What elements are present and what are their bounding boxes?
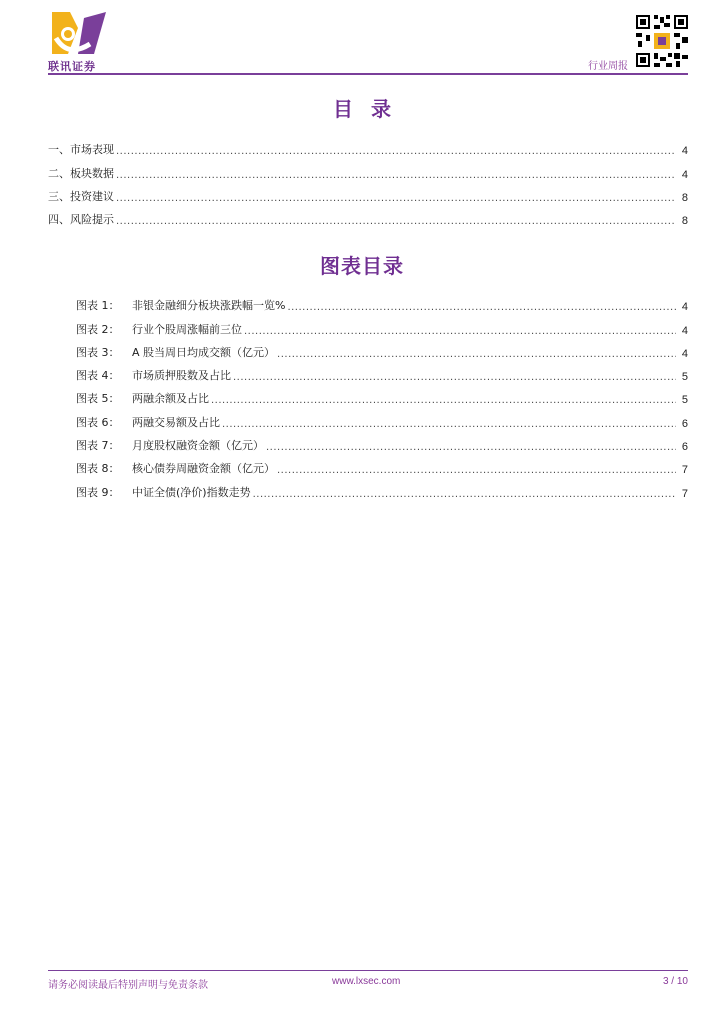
footer-website-link[interactable]: www.lxsec.com [332,976,401,987]
figure-page: 4 [681,301,688,314]
toc-item-label: 二、板块数据 [48,166,114,180]
toc-item-label: 四、风险提示 [48,213,114,227]
dot-leader [116,171,676,181]
figure-item[interactable] [76,290,688,313]
figure-page: 4 [681,347,688,360]
report-type-label: 行业周报 [588,61,628,72]
figure-label: 图表 8： [76,462,120,476]
dot-leader [233,373,676,383]
figure-page: 4 [681,324,688,337]
figure-title: A 股当周日均成交额（亿元） [132,345,276,359]
page-header [0,0,724,80]
toc-item[interactable] [48,204,688,227]
figure-page: 7 [681,464,688,477]
toc-item-page: 8 [681,191,688,204]
toc-item-label: 三、投资建议 [48,189,114,203]
toc-item-page: 4 [681,145,688,158]
figure-title: 核心债券周融资金额（亿元） [132,462,275,476]
figure-title: 行业个股周涨幅前三位 [132,322,242,336]
figure-item[interactable] [76,383,688,406]
dot-leader [116,217,676,227]
toc-item[interactable] [48,157,688,180]
footer-divider [48,970,688,971]
dot-leader [116,147,676,157]
figure-item[interactable] [76,476,688,499]
footer-disclaimer: 请务必阅读最后特别声明与免责条款 [48,980,208,991]
figure-label: 图表 1： [76,299,120,313]
figures-title: 图表目录 [320,254,404,278]
figure-label: 图表 2： [76,322,120,336]
figure-title: 中证全债(净价)指数走势 [132,485,251,499]
figure-item[interactable] [76,453,688,476]
dot-leader [277,466,676,476]
logo-text: 联讯证券 [48,60,96,73]
figure-title: 两融余额及占比 [132,392,209,406]
figure-page: 5 [681,371,688,384]
dot-leader [244,327,676,337]
figure-item[interactable] [76,313,688,336]
page-indicator: 3 / 10 [662,976,688,987]
toc-item[interactable] [48,134,688,157]
figure-item[interactable] [76,430,688,453]
dot-leader [266,443,676,453]
figure-title: 市场质押股数及占比 [132,369,231,383]
figure-page: 5 [681,394,688,407]
figure-label: 图表 3： [76,345,120,359]
figure-page: 6 [681,441,688,454]
toc-item-label: 一、市场表现 [48,143,114,157]
header-divider [48,73,688,75]
figure-page: 6 [681,417,688,430]
figure-item[interactable] [76,337,688,360]
figure-title: 月度股权融资金额（亿元） [132,439,264,453]
figure-item[interactable] [76,360,688,383]
toc-item[interactable] [48,181,688,204]
figure-label: 图表 6： [76,415,120,429]
figure-title: 两融交易额及占比 [132,415,220,429]
toc-item-page: 4 [681,168,688,181]
figure-item[interactable] [76,406,688,429]
dot-leader [277,350,676,360]
qr-code-icon [634,13,690,69]
dot-leader [211,396,676,406]
figure-label: 图表 9： [76,485,120,499]
figure-label: 图表 5： [76,392,120,406]
figure-label: 图表 4： [76,369,120,383]
dot-leader [222,420,676,430]
dot-leader [116,194,676,204]
toc-title: 目录 [333,97,409,121]
dot-leader [287,303,676,313]
dot-leader [253,490,676,500]
figure-label: 图表 7： [76,439,120,453]
toc-item-page: 8 [681,215,688,228]
table-of-contents [48,134,688,227]
list-of-figures [76,290,688,500]
figure-page: 7 [681,487,688,500]
figure-title: 非银金融细分板块涨跌幅一览% [132,299,286,313]
